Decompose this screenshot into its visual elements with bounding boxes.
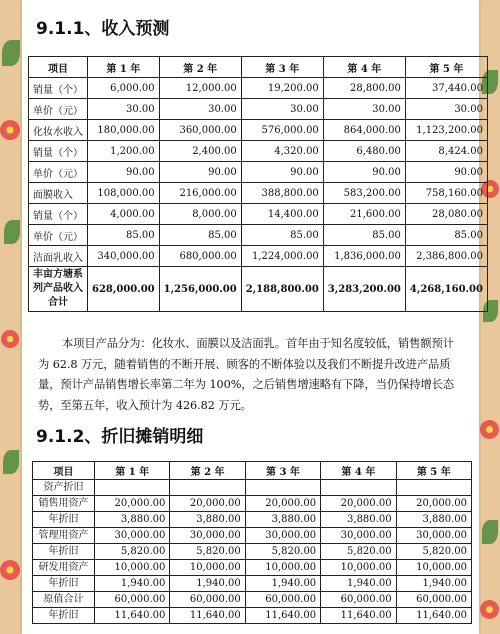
row-label-cell: 年折旧	[33, 608, 95, 624]
table-row	[29, 162, 488, 183]
value-cell: 1,224,000.00	[241, 246, 323, 267]
row-label-cell: 管理用资产	[33, 528, 95, 544]
table-row	[33, 608, 472, 624]
row-label-cell: 销量（个）	[29, 204, 88, 225]
value-cell: 1,940.00	[170, 576, 245, 592]
value-cell: 20,000.00	[95, 496, 170, 512]
value-cell: 10,000.00	[95, 560, 170, 576]
value-cell: 1,940.00	[95, 576, 170, 592]
header-cell: 第 5 年	[405, 57, 487, 78]
table-row	[29, 78, 488, 99]
value-cell: 583,200.00	[323, 183, 405, 204]
value-cell: 30.00	[323, 99, 405, 120]
value-cell: 3,880.00	[170, 512, 245, 528]
header-cell: 第 5 年	[396, 462, 471, 480]
value-cell: 3,880.00	[321, 512, 396, 528]
value-cell: 10,000.00	[396, 560, 471, 576]
leaf-decoration	[2, 40, 20, 66]
total-row	[29, 267, 488, 312]
value-cell: 2,386,800.00	[405, 246, 487, 267]
value-cell: 11,640.00	[170, 608, 245, 624]
header-cell: 第 4 年	[321, 462, 396, 480]
row-label-cell: 化妆水收入	[29, 120, 88, 141]
row-label-cell: 单价（元）	[29, 99, 88, 120]
value-cell: 90.00	[88, 162, 160, 183]
table-row	[29, 246, 488, 267]
table-header-row	[33, 462, 472, 480]
value-cell: 10,000.00	[321, 560, 396, 576]
value-cell: 11,640.00	[321, 608, 396, 624]
table-row	[29, 183, 488, 204]
value-cell: 90.00	[405, 162, 487, 183]
value-cell: 30,000.00	[95, 528, 170, 544]
leaf-decoration	[3, 450, 19, 474]
row-label-cell: 原值合计	[33, 592, 95, 608]
value-cell: 85.00	[159, 225, 241, 246]
table-row	[33, 544, 472, 560]
header-cell: 第 2 年	[170, 462, 245, 480]
value-cell: 5,820.00	[321, 544, 396, 560]
value-cell: 85.00	[241, 225, 323, 246]
value-cell: 60,000.00	[170, 592, 245, 608]
value-cell	[170, 480, 245, 496]
value-cell: 11,640.00	[396, 608, 471, 624]
total-value-cell: 628,000.00	[88, 267, 160, 312]
value-cell: 30.00	[241, 99, 323, 120]
value-cell: 14,400.00	[241, 204, 323, 225]
value-cell	[95, 480, 170, 496]
leaf-decoration	[482, 520, 498, 544]
value-cell: 1,836,000.00	[323, 246, 405, 267]
value-cell: 85.00	[323, 225, 405, 246]
value-cell: 60,000.00	[396, 592, 471, 608]
value-cell: 5,820.00	[170, 544, 245, 560]
table-row	[33, 496, 472, 512]
value-cell: 6,480.00	[323, 141, 405, 162]
value-cell: 4,000.00	[88, 204, 160, 225]
value-cell: 20,000.00	[170, 496, 245, 512]
value-cell: 1,123,200.00	[405, 120, 487, 141]
value-cell: 576,000.00	[241, 120, 323, 141]
header-cell: 第 3 年	[241, 57, 323, 78]
total-value-cell: 3,283,200.00	[323, 267, 405, 312]
value-cell: 11,640.00	[245, 608, 320, 624]
value-cell: 11,640.00	[95, 608, 170, 624]
table-row	[29, 225, 488, 246]
value-cell: 1,940.00	[245, 576, 320, 592]
value-cell: 28,080.00	[405, 204, 487, 225]
value-cell: 85.00	[405, 225, 487, 246]
value-cell: 8,000.00	[159, 204, 241, 225]
table-row	[29, 204, 488, 225]
revenue-description-paragraph: 本项目产品分为：化妆水、面膜以及洁面乳。首年由于知名度较低，销售额预计为 62.8 万元，随着销售的不断开展、顾客的不断体验以及我们不断提升改进产品质量，预计产品销售增长率第二年为 100%，之后销售增速略有下降，当仍保持增长态势，至第五年，收入预计为 426.82 万元。	[38, 337, 455, 412]
value-cell: 216,000.00	[159, 183, 241, 204]
revenue-forecast-table	[28, 56, 488, 312]
value-cell: 5,820.00	[396, 544, 471, 560]
value-cell	[245, 480, 320, 496]
section-title-revenue-forecast: 9.1.1、收入预测	[36, 19, 170, 39]
row-label-cell: 销量（个）	[29, 78, 88, 99]
value-cell: 30,000.00	[170, 528, 245, 544]
table-row	[29, 141, 488, 162]
value-cell: 10,000.00	[170, 560, 245, 576]
table-header-row	[29, 57, 488, 78]
value-cell: 3,880.00	[396, 512, 471, 528]
value-cell: 388,800.00	[241, 183, 323, 204]
document-page	[22, 0, 483, 634]
value-cell: 21,600.00	[323, 204, 405, 225]
value-cell: 1,940.00	[321, 576, 396, 592]
row-label-cell: 单价（元）	[29, 162, 88, 183]
total-value-cell: 2,188,800.00	[241, 267, 323, 312]
value-cell: 5,820.00	[95, 544, 170, 560]
header-cell: 第 2 年	[159, 57, 241, 78]
row-label-cell: 年折旧	[33, 544, 95, 560]
row-label-cell: 销量（个）	[29, 141, 88, 162]
value-cell: 90.00	[159, 162, 241, 183]
value-cell: 108,000.00	[88, 183, 160, 204]
value-cell: 340,000.00	[88, 246, 160, 267]
table-row	[33, 560, 472, 576]
table-row	[33, 528, 472, 544]
leaf-decoration	[4, 220, 20, 244]
value-cell: 4,320.00	[241, 141, 323, 162]
row-label-cell: 单价（元）	[29, 225, 88, 246]
header-cell: 项目	[33, 462, 95, 480]
table-row	[33, 576, 472, 592]
value-cell: 6,000.00	[88, 78, 160, 99]
value-cell: 680,000.00	[159, 246, 241, 267]
table-row	[33, 512, 472, 528]
value-cell: 30,000.00	[321, 528, 396, 544]
table-row	[33, 592, 472, 608]
total-value-cell: 4,268,160.00	[405, 267, 487, 312]
value-cell: 60,000.00	[95, 592, 170, 608]
value-cell: 30.00	[88, 99, 160, 120]
value-cell: 30,000.00	[396, 528, 471, 544]
header-cell: 项目	[29, 57, 88, 78]
header-cell: 第 1 年	[88, 57, 160, 78]
table-row	[33, 480, 472, 496]
flower-decoration	[480, 600, 499, 619]
value-cell: 5,820.00	[245, 544, 320, 560]
value-cell: 360,000.00	[159, 120, 241, 141]
value-cell: 30.00	[405, 99, 487, 120]
value-cell: 20,000.00	[396, 496, 471, 512]
value-cell: 20,000.00	[321, 496, 396, 512]
header-cell: 第 1 年	[95, 462, 170, 480]
value-cell: 864,000.00	[323, 120, 405, 141]
value-cell: 19,200.00	[241, 78, 323, 99]
table-row	[29, 120, 488, 141]
value-cell	[396, 480, 471, 496]
flower-decoration	[480, 420, 499, 439]
value-cell: 12,000.00	[159, 78, 241, 99]
flower-decoration	[1, 330, 19, 348]
value-cell: 28,800.00	[323, 78, 405, 99]
value-cell: 180,000.00	[88, 120, 160, 141]
value-cell: 85.00	[88, 225, 160, 246]
value-cell: 90.00	[323, 162, 405, 183]
value-cell: 3,880.00	[95, 512, 170, 528]
value-cell: 1,200.00	[88, 141, 160, 162]
value-cell: 8,424.00	[405, 141, 487, 162]
row-label-cell: 资产折旧	[33, 480, 95, 496]
value-cell: 3,880.00	[245, 512, 320, 528]
row-label-cell: 销售用资产	[33, 496, 95, 512]
value-cell: 37,440.00	[405, 78, 487, 99]
value-cell	[321, 480, 396, 496]
total-value-cell: 1,256,000.00	[159, 267, 241, 312]
section-title-depreciation: 9.1.2、折旧摊销明细	[36, 427, 204, 447]
total-label-cell: 丰亩方塘系列产品收入合计	[29, 267, 88, 312]
value-cell: 30,000.00	[245, 528, 320, 544]
header-cell: 第 4 年	[323, 57, 405, 78]
row-label-cell: 年折旧	[33, 576, 95, 592]
row-label-cell: 研发用资产	[33, 560, 95, 576]
header-cell: 第 3 年	[245, 462, 320, 480]
value-cell: 30.00	[159, 99, 241, 120]
value-cell: 90.00	[241, 162, 323, 183]
flower-decoration	[0, 120, 20, 140]
value-cell: 1,940.00	[396, 576, 471, 592]
value-cell: 10,000.00	[245, 560, 320, 576]
flower-decoration	[0, 560, 20, 580]
row-label-cell: 面膜收入	[29, 183, 88, 204]
value-cell: 60,000.00	[245, 592, 320, 608]
depreciation-table	[32, 461, 472, 624]
row-label-cell: 洁面乳收入	[29, 246, 88, 267]
value-cell: 20,000.00	[245, 496, 320, 512]
value-cell: 2,400.00	[159, 141, 241, 162]
table-row	[29, 99, 488, 120]
value-cell: 758,160.00	[405, 183, 487, 204]
value-cell: 60,000.00	[321, 592, 396, 608]
row-label-cell: 年折旧	[33, 512, 95, 528]
